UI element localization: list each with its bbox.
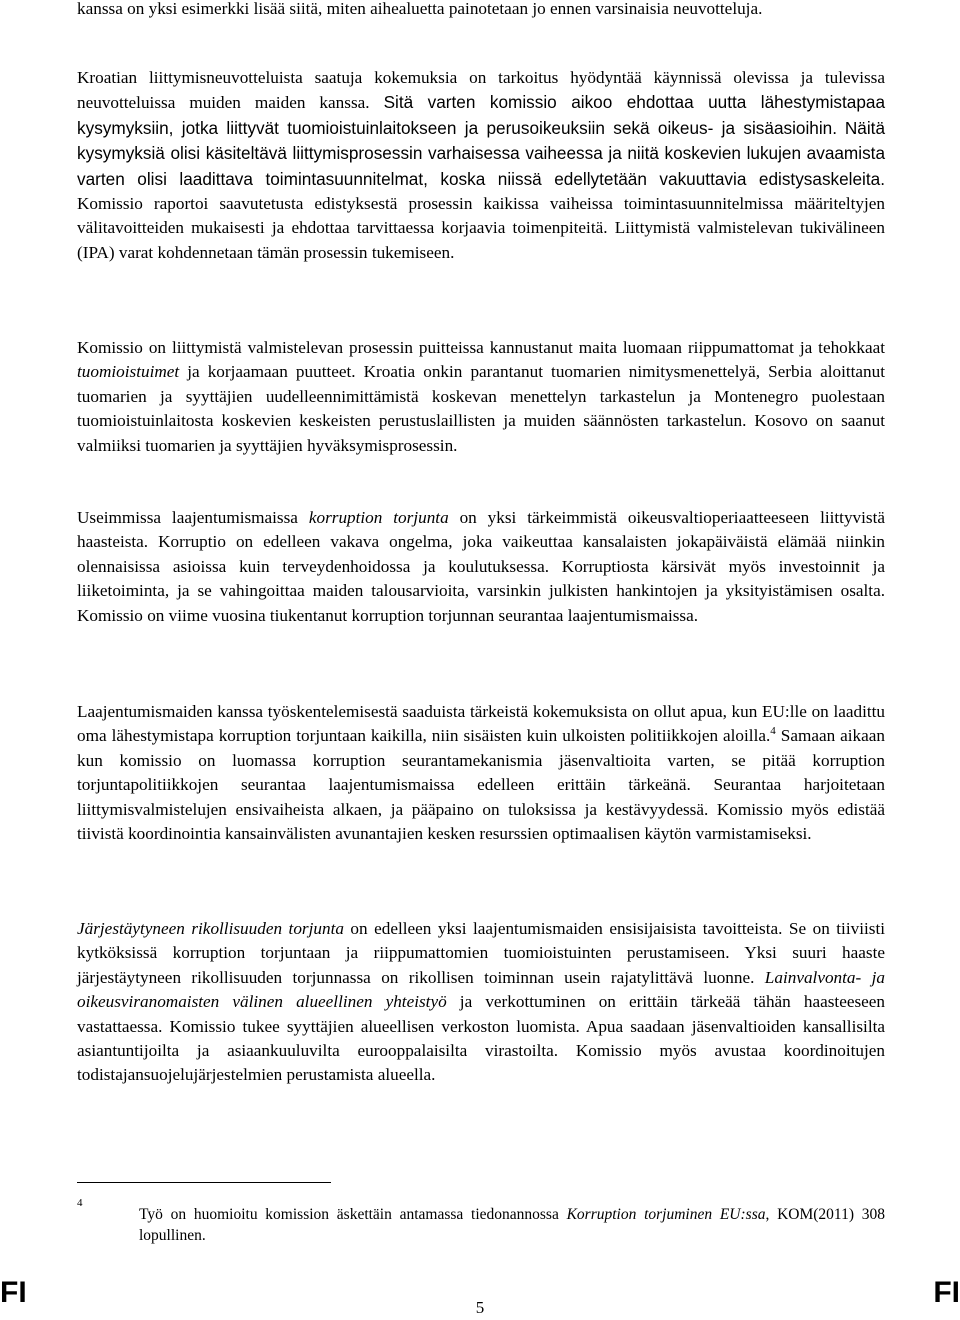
footnote-text-part: Työ on huomioitu komission äskettäin antamassa tiedonannossa [139, 1206, 567, 1223]
footnote-text-part: , KOM(2011) 308 lopullinen. [139, 1206, 885, 1244]
emphasis-term: Lainvalvonta- ja oikeusviranomaisten välinen alueellinen yhteistyö [77, 967, 885, 1012]
paragraph-text: Komissio raportoi saavutetusta edistyksestä prosessin kaikissa vaiheissa toimintasuunnitelmissa määriteltyjen välitavoitteiden mukaisesti ja ehdottaa tarvittaessa korjaavia toimenpiteitä. Liittymistä valmistelevan tukivälineen (IPA) varat kohdennetaan tämän prosessin tukemiseen. [77, 194, 885, 262]
language-code-right: FI [933, 1276, 960, 1309]
paragraph-text: Kroatian liittymisneuvotteluista saatuja kokemuksia on tarkoitus hyödyntää käynnissä olevissa ja tulevissa neuvotteluissa muiden maiden kanssa. [77, 68, 885, 113]
emphasis-term: korruption torjunta [308, 508, 449, 527]
paragraph-croatia-lessons [77, 66, 885, 265]
paragraph-text: Laajentumismaiden kanssa työskentelemisestä saaduista tärkeistä kokemuksista on ollut apua, kun EU:lle on laadittu oma lähestymistapa korruption torjuntaan kaikilla, niin sisäisten kuin ulkoisten politiikkojen aloilla. [77, 702, 885, 746]
page-number: 5 [475, 1298, 485, 1317]
language-code-left: FI [0, 1276, 27, 1309]
paragraph-organised-crime [77, 917, 885, 1088]
paragraph-text: Sitä varten komissio aikoo ehdottaa uutta lähestymistapaa kysymyksiin, jotka liittyvät tuomioistuinlaitokseen ja perusoikeuksiin sekä oikeus- ja sisäasioihin. [77, 92, 886, 138]
paragraph-text: Komissio on liittymistä valmistelevan prosessin puitteissa kannustanut maita luomaan riippumattomat ja tehokkaat [77, 338, 885, 357]
paragraph-corruption [77, 506, 885, 628]
footnote-divider [77, 1182, 331, 1183]
paragraph-judiciary [77, 336, 885, 458]
footnote-number: 4 [77, 1197, 83, 1209]
paragraph-text: kanssa on yksi esimerkki lisää siitä, miten aihealuetta painotetaan jo ennen varsinaisia neuvotteluja. [77, 0, 763, 18]
paragraph-text: Näitä kysymyksiä olisi käsiteltävä liittymisprosessin varhaisessa vaiheessa ja niitä koskevien lukujen avaamista varten olisi laadittava toimintasuunnitelmat, koska niissä edellytetään vakuuttavia edistysaskeleita. [77, 117, 886, 189]
emphasis-term: Järjestäytyneen rikollisuuden torjunta [77, 919, 344, 938]
paragraph-continuation [77, 0, 885, 21]
footnote-text [139, 1205, 885, 1246]
paragraph-text: ja korjaamaan puutteet. Kroatia onkin parantanut tuomarien nimitysmenettelyä, Serbia aloittanut tuomarien ja syyttäjien uudelleennimittämistä koskevan menettelyn tarkastelun ja Montenegro puolestaan tuomioistuinlaitosta koskevien keskeisten perustuslaillisten ja muiden säännösten tarkastelun. Kosovo on saanut valmiiksi tuomarien ja syyttäjien hyväksymisprosessin. [77, 362, 885, 455]
paragraph-text: ja verkottuminen on erittäin tärkeää tähän haasteeseen vastattaessa. Komissio tukee syyttäjien alueellisen verkoston luomista. Apua saadaan jäsenvaltioiden kansallisilta asiantuntijoilta ja asiaankuuluvilta eurooppalaisilta virastoilta. Komissio myös avustaa koordinoitujen todistajansuojelujärjestelmien perustamista alueella. [77, 992, 885, 1085]
paragraph-text: on yksi tärkeimmistä oikeusvaltioperiaatteeseen liittyvistä haasteista. Korruptio on edelleen vakava ongelma, joka vaikeuttaa kansalaisten jokapäiväistä elämää niinkin olennaisissa asioissa kuin terveydenhoidossa ja koulutuksessa. Korruptiosta kärsivät myös investoinnit ja liiketoiminta, ja se vahingoittaa maiden talousarvioita, varsinkin julkisten hankintojen ja yksityistämisen osalta. Komissio on viime vuosina tiukentanut korruption torjunnan seurantaa laajentumismaissa. [77, 508, 886, 625]
paragraph-text: Useimmissa laajentumismaissa [77, 508, 309, 527]
paragraph-text: on edelleen yksi laajentumismaiden ensisijaisista tavoitteista. Se on tiiviisti kytköksissä korruption torjuntaan ja riippumattomien tuomioistuinten perustamiseen. Yksi suuri haaste järjestäytyneen rikollisuuden torjunnassa on rikollisen toiminnan usein rajatylittävä luonne. [77, 919, 885, 987]
emphasis-term: tuomioistuimet [77, 362, 180, 382]
footnote-italic-title: Korruption torjuminen EU:ssa [566, 1206, 766, 1223]
paragraph-text: Samaan aikaan kun komissio on luomassa korruption seurantamekanismia jäsenvaltioita varten, se pitää korruption torjuntapolitiikkojen seurantaa laajentumismaissa edelleen erittäin tärkeänä. Seurantaa harjoitetaan liittymisvalmistelujen ensivaiheista alkaen, ja pääpaino on tuloksissa ja kestävyydessä. Komissio myös edistää tiivistä koordinointia kansainvälisten avunantajien kesken resurssien optimaalisen käytön varmistamiseksi. [77, 726, 885, 844]
footnote-reference[interactable]: 4 [770, 725, 776, 738]
paragraph-experience [77, 700, 885, 846]
